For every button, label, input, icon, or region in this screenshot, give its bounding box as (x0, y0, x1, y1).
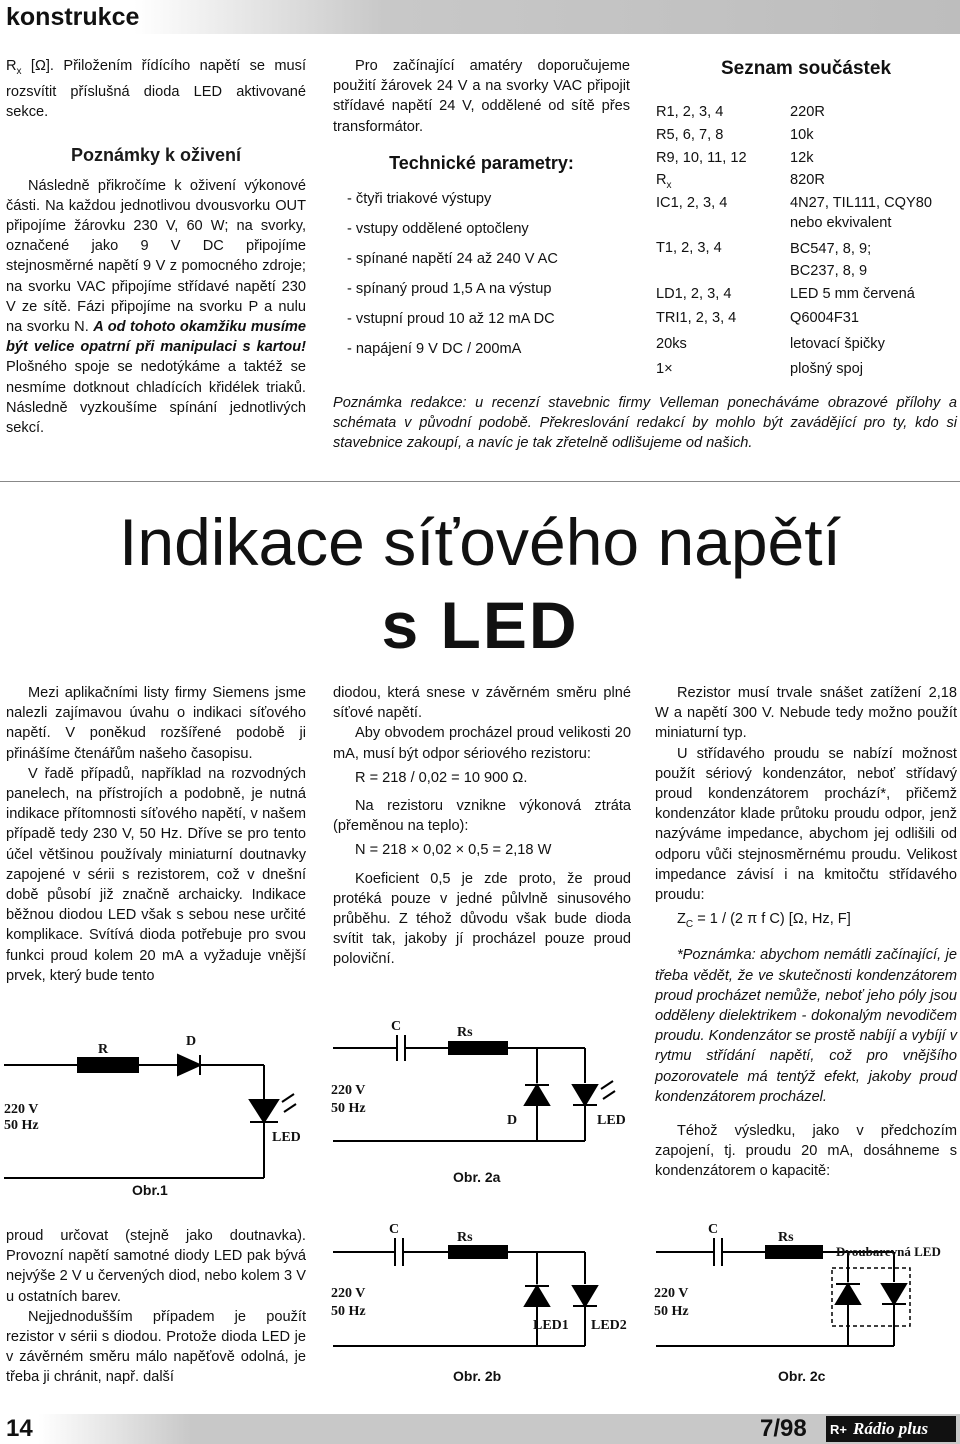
label-freq: 50 Hz (654, 1304, 689, 1319)
article-paragraph: V řadě případů, například na rozvodných panelech, na přístrojích a podobně, je nutná indikace přítomnosti síťového napětí, v našem případě tedy 230 V, 50 Hz. Dříve se pro tento účel většinou používaly miniaturní doutnavky zapojené v sérii s rezistorem, což v dnešní době působí již značně archaicky. Indikace běžnou diodou LED však s sebou nese určité komplikace. Svítívá dioda potřebuje pro svou funkci proud kolem 20 mA a vyžaduje vnější prvek, který bude tento (6, 765, 306, 984)
part-ref: TRI1, 2, 3, 4 (656, 310, 737, 326)
col1-top (6, 56, 306, 438)
label-source: 220 V (654, 1286, 689, 1301)
oziveni-text: Následně přikročíme k oživení výkonové části. Na každou jednotlivou dvousvorku OUT připojíme žárovku 230 V, 60 W; na svorky, označené jako 9 V DC připojíme stejnosměrné napětí 9 V z pomocného zdroje; na svorku VAC připojíme střídavé napětí 230 V ze sítě. Fázi připojíme na svorku P a nulu na svorku N. (6, 177, 306, 335)
part-ref: 20ks (656, 336, 687, 352)
label-d: D (186, 1034, 197, 1049)
article-paragraph: Rezistor musí trvale snášet zatížení 2,18 W a napětí 300 V. Nebude tedy možno použít miniaturní typ. (655, 685, 957, 742)
equation-power: N = 218 × 0,02 × 0,5 = 2,18 W (355, 842, 552, 859)
tech-param-item: - spínané napětí 24 až 240 V AC (347, 250, 558, 267)
part-ref: IC1, 2, 3, 4 (656, 195, 728, 211)
part-value: plošný spoj (790, 361, 864, 377)
section-label: konstrukce (6, 3, 140, 31)
intro-paragraph: Pro začínající amatéry doporučujeme použití žárovek 24 V a na svorky VAC připojit střídavé napětí 24 V, oddělené od sítě přes transformátor. (333, 58, 630, 135)
figure-obr1 (0, 1030, 320, 1210)
article-paragraph: Téhož výsledku, jako v předchozím zapojení, tj. proudu 20 mA, dosáhneme s kondenzátorem o kapacitě: (655, 1122, 957, 1180)
label-led1: LED1 (533, 1318, 569, 1333)
article-paragraph: Nejjednodušším případem je použít rezistor v sérii s diodou. Protože dioda LED je v závěrném směru málo napěťově odolná, je třeba ji chránit, např. další (6, 1308, 306, 1386)
label-led2: LED2 (591, 1318, 627, 1333)
figure-caption: Obr. 2c (778, 1368, 826, 1384)
figure-obr2c (650, 1222, 960, 1392)
tech-param-item: - vstupní proud 10 až 12 mA DC (347, 310, 555, 327)
label-c: C (391, 1019, 402, 1034)
part-value: 10k (790, 127, 814, 143)
part-value: letovací špičky (790, 336, 885, 352)
tech-params-list (333, 184, 630, 364)
label-led: LED (272, 1130, 301, 1145)
rx-symbol: R (6, 58, 17, 74)
impedance-symbol: Z (677, 911, 686, 928)
part-value: 820R (790, 172, 825, 188)
page-number: 14 (6, 1415, 33, 1442)
label-source: 220 V (4, 1102, 39, 1117)
article-title-line1: Indikace síťového napětí (119, 505, 841, 579)
warning-text: A od tohoto okamžiku musíme být velice opatrní při manipulaci s kartou! (6, 318, 307, 356)
part-ref: R1, 2, 3, 4 (656, 104, 724, 120)
capacitor-footnote: *Poznámka: abychom nemátli začínající, je třeba vědět, že ve skutečnosti kondenzátorem proud procházet nemůže, neboť jeho póly jsou odděleny dielektrikem - dokonalým nevodičem proudu. Kondenzátor se prostě nabíjí a vybíjí v rytmu střídání napětí, což pro vnějšího pozorovatele má tentýž efekt, jakoby proud kondenzátorem procházel. (655, 947, 957, 1105)
article-paragraph: diodou, která snese v závěrném směru plné síťové napětí. (333, 685, 631, 722)
parts-list-title: Seznam součástek (720, 58, 892, 79)
label-freq: 50 Hz (331, 1101, 366, 1116)
tech-param-item: - čtyři triakové výstupy (347, 190, 492, 207)
label-freq: 50 Hz (4, 1118, 39, 1133)
editor-note: Poznámka redakce: u recenzí stavebnic firmy Velleman ponecháváme obrazové přílohy a schémata v původní podobě. Překreslování redakcí by mohlo být zavádějící pro ty, kdo si stavebnice zakoupí, a navíc je tak zřetelně odlišujeme od našich. (333, 395, 957, 452)
part-ref: T1, 2, 3, 4 (656, 240, 722, 256)
article-paragraph: Na rezistoru vznikne výkonová ztráta (přeměnou na teplo): (333, 798, 631, 835)
logo-badge: R+ (830, 1421, 847, 1437)
col2-top (333, 56, 630, 364)
part-ref: 1× (656, 361, 673, 377)
figure-obr2b (325, 1222, 645, 1392)
logo-text: Rádio plus (852, 1419, 929, 1438)
label-led: LED (597, 1113, 626, 1128)
impedance-formula: = 1 / (2 π f C) [Ω, Hz, F] (693, 911, 851, 928)
section-heading-oziveni: Poznámky k oživení (70, 144, 242, 165)
figure-caption: Obr. 2b (453, 1368, 502, 1384)
part-value: 12k (790, 150, 814, 166)
label-c: C (389, 1222, 400, 1237)
part-value: Q6004F31 (790, 310, 859, 326)
impedance-subscript: C (685, 919, 694, 931)
part-value: LED 5 mm červená (790, 286, 915, 302)
part-value: BC547, 8, 9; BC237, 8, 9 (790, 241, 872, 279)
part-ref: LD1, 2, 3, 4 (656, 286, 732, 302)
article-col1-bottom (6, 1226, 306, 1388)
label-source: 220 V (331, 1083, 366, 1098)
label-rs: Rs (457, 1230, 473, 1245)
parts-list (656, 56, 960, 386)
label-r: R (98, 1042, 109, 1057)
article-col2 (333, 683, 631, 970)
magazine-logo (826, 1416, 956, 1442)
label-rs: Rs (778, 1230, 794, 1245)
tech-param-item: - napájení 9 V DC / 200mA (347, 340, 522, 357)
rx-subscript: x (16, 65, 22, 77)
article-paragraph: Koeficient 0,5 je zde proto, že proud protéká pouze v jedné půlvlně sinusového průběhu. Z téhož důvodu však bude dioda svítit tak, jakoby jí procházel pouze proud poloviční. (333, 870, 631, 968)
label-rs: Rs (457, 1025, 473, 1040)
footer-bar (0, 1414, 960, 1444)
part-ref: R5, 6, 7, 8 (656, 127, 724, 143)
schematic-obr2a (325, 1015, 645, 1195)
label-source: 220 V (331, 1286, 366, 1301)
figure-caption: Obr.1 (132, 1182, 168, 1198)
article-paragraph: Mezi aplikačními listy firmy Siemens jsme nalezli zajímavou úvahu o indikaci síťového napětí. V poněkud rozšířené podobě ji přinášíme čtenářům našeho časopisu. (6, 685, 306, 762)
figure-obr2a (325, 1015, 645, 1195)
oziveni-paragraph (6, 176, 306, 439)
issue-number: 7/98 (760, 1415, 807, 1442)
equation-resistance: R = 218 / 0,02 = 10 900 Ω. (355, 769, 528, 786)
article-paragraph: U střídavého proudu se nabízí možnost použít sériový kondenzátor, neboť střídavý proud kondenzátorem prochází*, přičemž kondenzátor klade průtoku proudu odpor, jenž nazýváme impedance, abychom jej odlišili od odporu vůči stejnosměrnému proudu. Velikost impedance závisí i na kmitočtu střídavého proudu: (655, 745, 957, 904)
article-col1 (6, 683, 306, 986)
label-d: D (507, 1113, 518, 1128)
figure-caption: Obr. 2a (453, 1169, 501, 1185)
part-value: 4N27, TIL111, CQY80 nebo ekvivalent (790, 195, 932, 231)
part-ref: R9, 10, 11, 12 (656, 150, 747, 166)
tech-params-title: Technické parametry: (389, 152, 574, 173)
equation-impedance (655, 909, 957, 935)
article-paragraph: proud určovat (stejně jako doutnavka). Provozní napětí samotné diody LED pak bývá nejvýše 2 V u červených diod, nebo kolem 3 V u ostatních barev. (6, 1228, 306, 1305)
resistor-paragraph (6, 56, 306, 123)
label-freq: 50 Hz (331, 1304, 366, 1319)
article-separator (0, 481, 960, 482)
label-led-bicolor: Dvoubarevná LED (836, 1244, 941, 1259)
part-value: 220R (790, 104, 825, 120)
tech-param-item: - vstupy oddělené optočleny (347, 220, 529, 237)
part-ref-sub: x (666, 179, 672, 191)
label-c: C (708, 1222, 719, 1237)
resistor-paragraph-text: [Ω]. Přiložením řídícího napětí se musí rozsvítit příslušná dioda LED aktivované sekce. (6, 58, 306, 121)
article-col3 (655, 683, 957, 1182)
part-ref-main: R (656, 172, 667, 188)
article-paragraph: Aby obvodem procházel proud velikosti 20 mA, musí být odpor sériového rezistoru: (333, 725, 631, 762)
tech-param-item: - spínaný proud 1,5 A na výstup (347, 280, 552, 297)
header-bar (0, 0, 960, 34)
article-title-line2: s LED (381, 588, 579, 662)
schematic-obr2b (325, 1222, 645, 1392)
oziveni-text-end: Plošného spoje se nedotýkáme a taktéž se nesmíme dotknout chladících křidélek triaků. Následně vyzkoušíme spínání jednotlivých sekcí. (6, 359, 306, 436)
